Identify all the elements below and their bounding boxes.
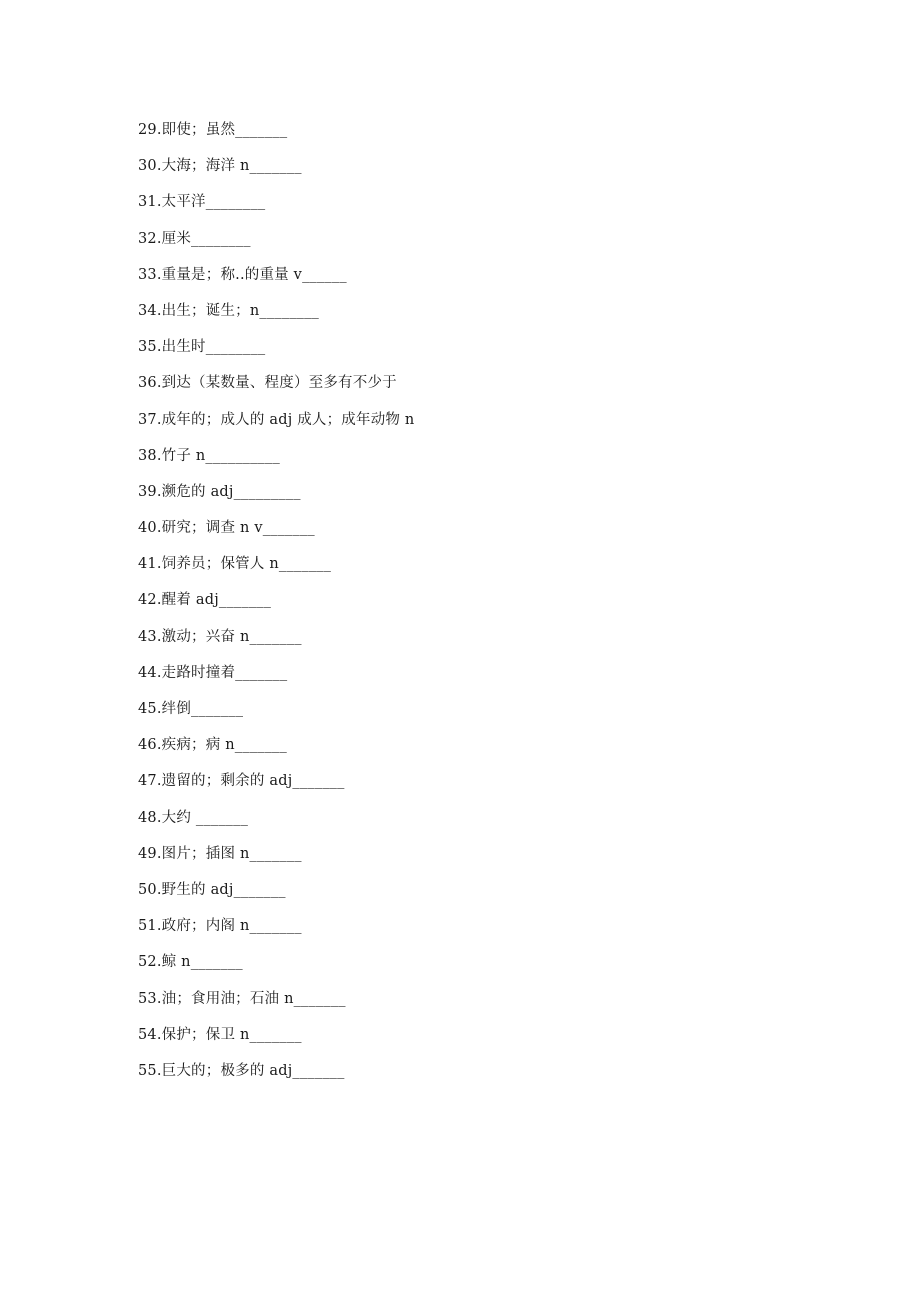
list-item: 45.绊倒_______ [138, 701, 244, 717]
list-item: 47.遗留的；剩余的 adj_______ [138, 773, 345, 790]
list-item: 54.保护；保卫 n_______ [138, 1026, 302, 1043]
list-item: 46.疾病；病 n_______ [138, 737, 287, 754]
list-item: 49.图片；插图 n_______ [138, 845, 302, 862]
list-item: 51.政府；内阁 n_______ [138, 918, 302, 935]
list-item: 40.研究；调查 n v_______ [138, 520, 315, 537]
list-item: 34.出生；诞生；n________ [138, 302, 319, 319]
list-item: 32.厘米________ [138, 230, 251, 247]
list-item: 29.即使；虽然_______ [138, 122, 288, 138]
list-item: 48.大约 _______ [138, 809, 249, 826]
vocabulary-list [138, 118, 414, 1095]
list-item: 35.出生时________ [138, 339, 266, 356]
list-item: 42.醒着 adj_______ [138, 592, 272, 609]
list-item: 38.竹子 n__________ [138, 447, 280, 464]
list-item: 36.到达（某数量、程度）至多有不少于 [138, 375, 397, 392]
list-item: 44.走路时撞着_______ [138, 664, 288, 681]
list-item: 55.巨大的；极多的 adj_______ [138, 1062, 345, 1079]
list-item: 31.太平洋________ [138, 194, 266, 211]
list-item: 30.大海；海洋 n_______ [138, 158, 302, 175]
list-item: 53.油；食用油；石油 n_______ [138, 990, 346, 1007]
list-item: 41.饲养员；保管人 n_______ [138, 556, 332, 573]
list-item: 50.野生的 adj_______ [138, 881, 286, 898]
list-item: 43.激动；兴奋 n_______ [138, 628, 302, 645]
list-item: 33.重量是；称..的重量 v______ [138, 266, 347, 283]
list-item: 39.濒危的 adj_________ [138, 483, 301, 500]
list-item: 37.成年的；成人的 adj 成人；成年动物 n [138, 411, 415, 428]
list-item: 52.鲸 n_______ [138, 954, 243, 971]
